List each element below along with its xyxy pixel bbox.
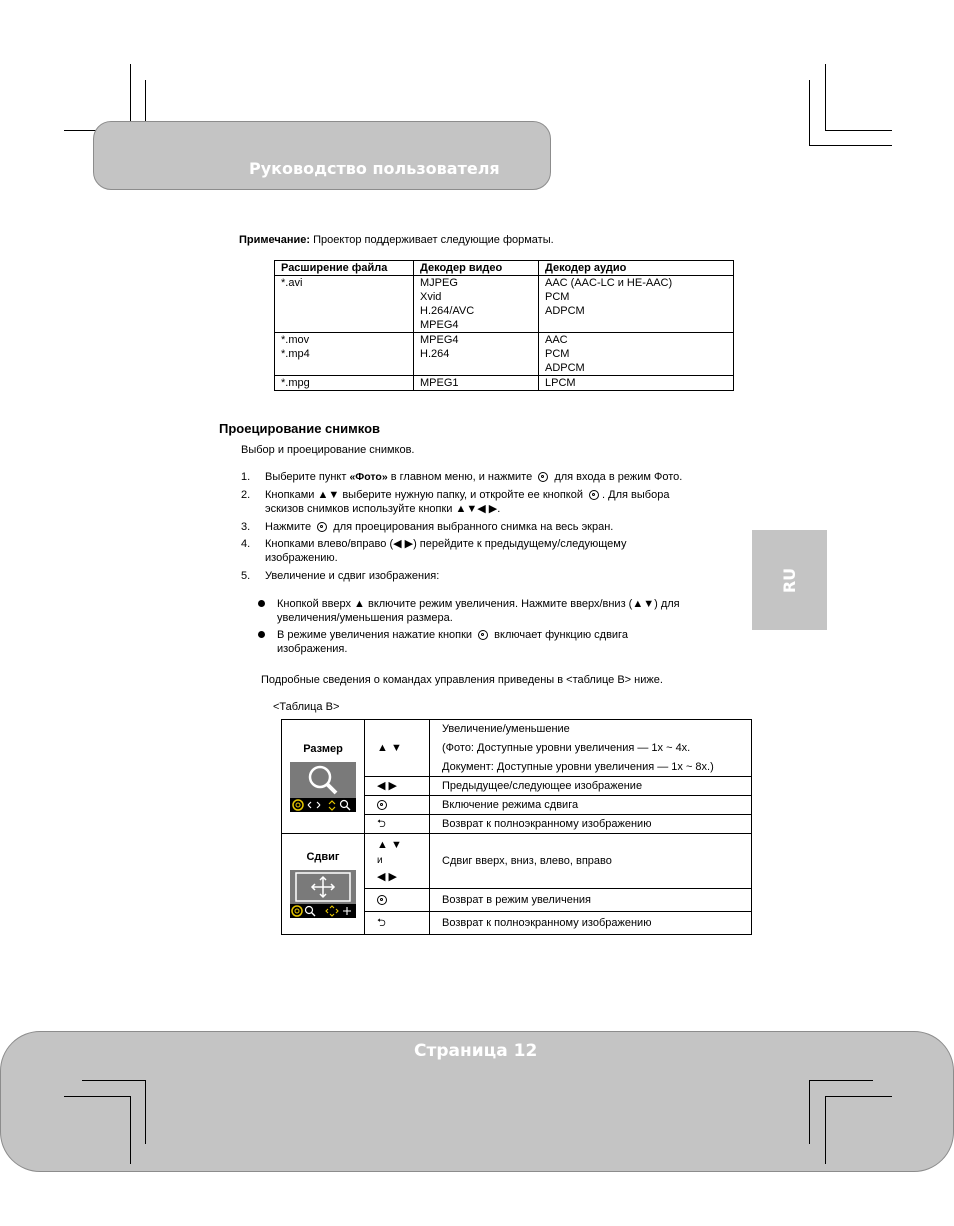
bullet-dot (258, 600, 265, 607)
step-1 (265, 470, 682, 484)
zoom-label: Размер (303, 742, 343, 755)
formats-table (274, 260, 734, 391)
move-arrows-icon (290, 870, 356, 904)
section-title: Проецирование снимков (219, 421, 381, 436)
header-title: Руководство пользователя (249, 159, 500, 178)
ok-button-icon (377, 800, 387, 810)
step-text: эскизов снимков используйте кнопки ▲▼◀ ▶. (265, 503, 501, 515)
bullet-dot (258, 631, 265, 638)
header-banner (93, 121, 551, 190)
crop-mark (809, 145, 892, 146)
step-5: Увеличение и сдвиг изображения: (265, 570, 440, 582)
description-text: Возврат к полноэкранному изображению (430, 912, 752, 935)
step-text: для входа в режим Фото. (551, 471, 683, 483)
header-cell: Декодер видео (414, 261, 539, 276)
cell: Xvid (420, 291, 442, 303)
crop-mark (145, 1080, 146, 1144)
description-text: Включение режима сдвига (430, 796, 752, 815)
key-and: и (377, 855, 383, 866)
step-3 (265, 520, 613, 534)
cell: MPEG4 (420, 319, 459, 331)
step-text: в главном меню, и нажмите (387, 471, 536, 483)
description-text: (Фото: Доступные уровни увеличения — 1x ~ 4x. (442, 742, 691, 754)
step-text: Кнопками влево/вправо (◀ ▶) перейдите к предыдущему/следующему (265, 538, 627, 550)
step-number: 5. (241, 570, 251, 582)
magnifier-icon (290, 762, 356, 798)
crop-mark (809, 1080, 810, 1144)
note-label: Примечание: (239, 234, 311, 246)
step-number: 1. (241, 471, 251, 483)
cell: H.264 (420, 348, 450, 360)
crop-mark (130, 1096, 131, 1164)
description-text: Возврат к полноэкранному изображению (430, 815, 752, 834)
table-row (275, 333, 734, 376)
key-ok (365, 889, 430, 912)
cell: LPCM (545, 377, 576, 389)
crop-mark (825, 130, 892, 131)
table-header-row (275, 261, 734, 276)
cell: PCM (545, 348, 570, 360)
step-menu-name: «Фото» (349, 471, 388, 483)
step-2 (265, 488, 669, 516)
step-text: Нажмите (265, 521, 315, 533)
header-cell: Расширение файла (275, 261, 414, 276)
table-row (275, 376, 734, 391)
key-left-right: ◀ ▶ (377, 871, 397, 883)
crop-mark (82, 1080, 146, 1081)
key-up-down: ▲ ▼ (365, 720, 430, 777)
header-cell: Декодер аудио (539, 261, 734, 276)
cell: PCM (545, 291, 570, 303)
ok-button-icon (478, 630, 488, 640)
step-text: Выберите пункт (265, 471, 350, 483)
ok-button-icon (589, 490, 599, 500)
cell: *.mpg (281, 377, 310, 389)
cell: MPEG1 (420, 377, 459, 389)
crop-mark (809, 80, 810, 146)
pan-label: Сдвиг (306, 851, 340, 863)
table-b-caption: <Таблица B> (273, 701, 340, 713)
description-text: Увеличение/уменьшение (442, 723, 570, 735)
pan-control-strip-icon (290, 904, 356, 918)
description-text: Сдвиг вверх, вниз, влево, вправо (430, 834, 752, 889)
cell: AAC (AAC-LC и HE-AAC) (545, 277, 673, 289)
cell: *.mov (281, 334, 310, 346)
key-left-right: ◀ ▶ (365, 777, 430, 796)
zoom-mode-cell (282, 720, 365, 834)
bullet-text: увеличения/уменьшения размера. (277, 612, 453, 624)
step-4 (265, 537, 626, 565)
cell: *.mp4 (281, 348, 310, 360)
cell: MPEG4 (420, 334, 459, 346)
zoom-control-strip-icon (290, 798, 356, 812)
bullet-text: изображения. (277, 643, 348, 655)
zoom-description (430, 720, 752, 777)
step-text: Кнопками ▲▼ выберите нужную папку, и откройте ее кнопкой (265, 489, 587, 501)
key-ok (365, 796, 430, 815)
note-text: Проектор поддерживает следующие форматы. (310, 234, 554, 246)
crop-mark (64, 1096, 130, 1097)
bullet-1 (277, 597, 680, 625)
step-text: . Для выбора (602, 489, 670, 501)
cell: MJPEG (420, 277, 458, 289)
language-tab (752, 530, 827, 630)
key-up-down: ▲ ▼ (377, 839, 402, 851)
page-number: Страница 12 (414, 1041, 538, 1061)
note (239, 233, 554, 247)
pan-mode-cell (282, 834, 365, 935)
cell: *.avi (281, 277, 303, 289)
bullet-text: Кнопкой вверх ▲ включите режим увеличения. Нажмите вверх/вниз (▲▼) для (277, 598, 680, 610)
cell: ADPCM (545, 305, 585, 317)
return-icon: ⮌ (365, 815, 430, 834)
ok-button-icon (377, 895, 387, 905)
crop-mark (825, 1096, 892, 1097)
description-text: Предыдущее/следующее изображение (430, 777, 752, 796)
crop-mark (825, 64, 826, 130)
section-intro: Выбор и проецирование снимков. (241, 444, 415, 456)
more-info: Подробные сведения о командах управления приведены в <таблице B> ниже. (261, 674, 663, 686)
key-arrows (365, 834, 430, 889)
step-number: 4. (241, 538, 251, 550)
bullet-text: включает функцию сдвига (491, 629, 628, 641)
crop-mark (825, 1096, 826, 1164)
bullet-2 (277, 628, 628, 656)
ok-button-icon (538, 472, 548, 482)
crop-mark (809, 1080, 873, 1081)
return-icon: ⮌ (365, 912, 430, 935)
table-b (281, 719, 752, 935)
table-row (282, 720, 752, 777)
step-text: изображению. (265, 552, 338, 564)
bullet-text: В режиме увеличения нажатие кнопки (277, 629, 476, 641)
language-label: RU (780, 567, 799, 593)
description-text: Документ: Доступные уровни увеличения — 1x ~ 8x.) (442, 761, 714, 773)
step-number: 2. (241, 489, 251, 501)
cell: H.264/AVC (420, 305, 475, 317)
cell: ADPCM (545, 362, 585, 374)
cell: AAC (545, 334, 568, 346)
table-row (275, 276, 734, 333)
step-number: 3. (241, 521, 251, 533)
description-text: Возврат в режим увеличения (430, 889, 752, 912)
ok-button-icon (317, 522, 327, 532)
step-text: для проецирования выбранного снимка на весь экран. (330, 521, 614, 533)
table-row (282, 834, 752, 889)
